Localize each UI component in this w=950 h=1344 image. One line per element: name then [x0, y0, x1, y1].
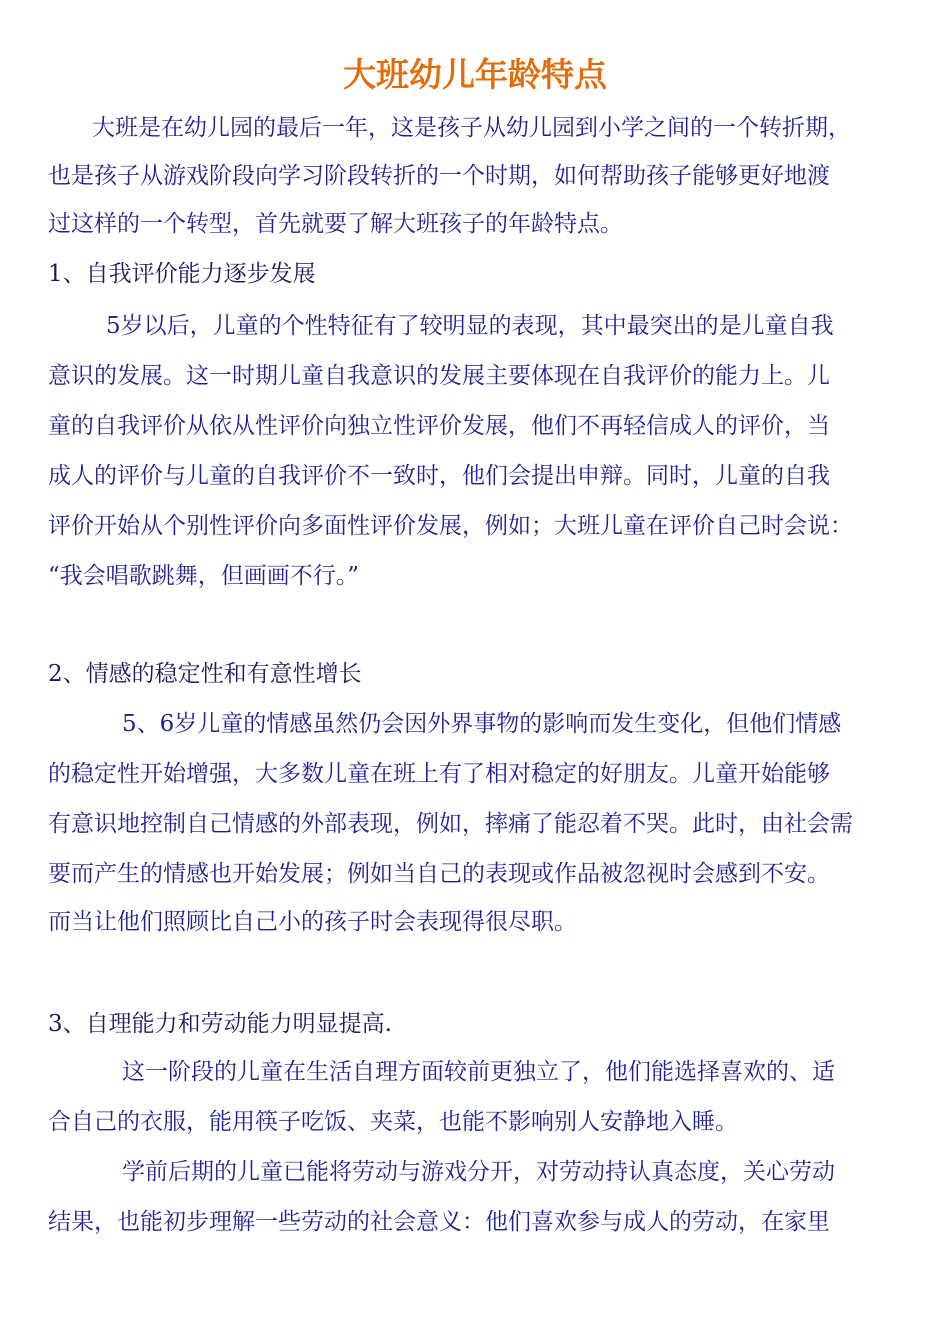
intro-line-2: 也是孩子从游戏阶段向学习阶段转折的一个时期，如何帮助孩子能够更好地渡	[48, 163, 830, 189]
section-3-heading: 3、自理能力和劳动能力明显提高.	[48, 1011, 392, 1037]
section-2-heading: 2、情感的稳定性和有意性增长	[48, 661, 362, 687]
section-2-line-2: 的稳定性开始增强，大多数儿童在班上有了相对稳定的好朋友。儿童开始能够	[48, 761, 830, 787]
intro-line-3: 过这样的一个转型，首先就要了解大班孩子的年龄特点。	[48, 211, 623, 237]
section-1-line-5: 评价开始从个别性评价向多面性评价发展，例如；大班儿童在评价自己时会说：	[48, 513, 853, 539]
section-3-para-1-line-2: 合自己的衣服，能用筷子吃饭、夹菜，也能不影响别人安静地入睡。	[48, 1109, 738, 1135]
section-1-line-3: 童的自我评价从依从性评价向独立性评价发展，他们不再轻信成人的评价，当	[48, 413, 830, 439]
section-2-line-3: 有意识地控制自己情感的外部表现，例如，摔痛了能忍着不哭。此时，由社会需	[48, 811, 853, 837]
section-1-line-2: 意识的发展。这一时期儿童自我意识的发展主要体现在自我评价的能力上。儿	[48, 363, 830, 389]
document-title: 大班幼儿年龄特点	[343, 55, 607, 94]
section-1-heading: 1、自我评价能力逐步发展	[48, 261, 316, 287]
section-1-line-1: 5岁以后，儿童的个性特征有了较明显的表现，其中最突出的是儿童自我	[106, 313, 834, 339]
section-3-para-1-line-1: 这一阶段的儿童在生活自理方面较前更独立了，他们能选择喜欢的、适	[122, 1059, 835, 1085]
section-2-line-4: 要而产生的情感也开始发展；例如当自己的表现或作品被忽视时会感到不安。	[48, 861, 830, 887]
section-2-line-5: 而当让他们照顾比自己小的孩子时会表现得很尽职。	[48, 909, 577, 935]
intro-line-1: 大班是在幼儿园的最后一年，这是孩子从幼儿园到小学之间的一个转折期，	[92, 115, 851, 141]
section-3-para-2-line-1: 学前后期的儿童已能将劳动与游戏分开，对劳动持认真态度，关心劳动	[122, 1159, 835, 1185]
section-1-line-4: 成人的评价与儿童的自我评价不一致时，他们会提出申辩。同时，儿童的自我	[48, 463, 830, 489]
section-1-line-6: “我会唱歌跳舞，但画画不行。”	[48, 563, 360, 589]
section-2-line-1: 5、6岁儿童的情感虽然仍会因外界事物的影响而发生变化，但他们情感	[122, 711, 842, 737]
section-3-para-2-line-2: 结果，也能初步理解一些劳动的社会意义：他们喜欢参与成人的劳动，在家里	[48, 1209, 830, 1235]
